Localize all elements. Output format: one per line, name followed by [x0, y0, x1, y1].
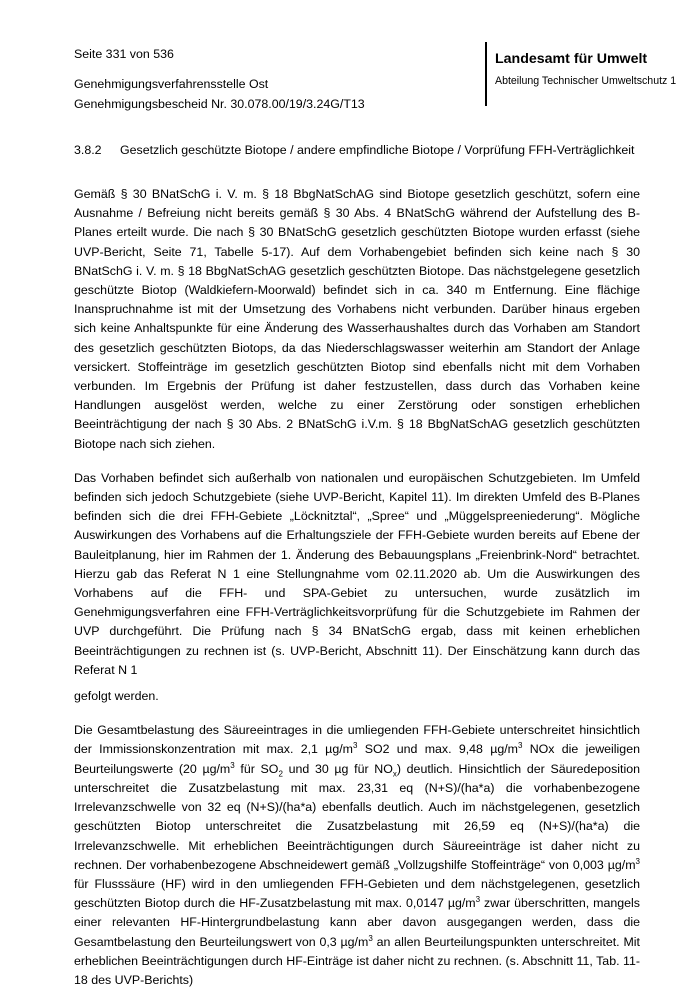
section-number: 3.8.2	[74, 143, 102, 157]
authority-office: Genehmigungsverfahrensstelle Ost	[74, 77, 269, 91]
section-heading	[74, 140, 634, 160]
section-title: Gesetzlich geschützte Biotope / andere empfindliche Biotope / Vorprüfung FFH-Verträglichkeit	[120, 143, 635, 157]
paragraph-acid-deposition: Die Gesamtbelastung des Säureeintrages in die umliegenden FFH-Gebiete unterschreitet hinsichtlich der Immissionskonzentration mit max. 2,1 $\mu g/m^3$ SO2 und max. 9,48 $\mu g/m^3$ NOx die jeweiligen Beurteilungswerte (20 $\mu g/m^3$ für $SO_2$ und 30 µg für $NO_x$) deutlich. Hinsichtlich der Säuredeposition unterschreitet die Zusatzbelastung mit max. 23,31 eq (N+S)/(ha*a) die vorhabenbezogene Irrelevanzschwelle von 32 eq (N+S)/(ha*a) ebenfalls deutlich. Auch im nächstgelegenen, gesetzlich geschützten Biotop unterschreitet die Zusatzbelastung mit 26,59 eq (N+S)/(ha*a) die Irrelevanzschwelle. Mit erheblichen Beeinträchtigungen durch Säureeinträge ist daher nicht zu rechnen. Der vorhabenbezogene Abschneidewert gemäß „Vollzugshilfe Stoffeinträge“ von 0,003 $\mu g/m^3$ für Flusssäure (HF) wird in den umliegenden FFH-Gebieten und dem nächstgelegenen, gesetzlich geschützten Biotop durch die HF-Zusatzbelastung mit max. 0,0147 $\mu g/m^3$ zwar überschritten, mangels einer relevanten HF-Hintergrundbelastung kann aber davon ausgegangen werden, dass die Gesamtbelastung den Beurteilungswert von 0,3 $\mu g/m^3$ an allen Beurteilungspunkten unterschreitet. Mit erheblichen Beeinträchtigungen durch HF-Einträge ist daher nicht zu rechnen. (s. Abschnitt 11, Tab. 11-18 des UVP-Berichts)	[74, 723, 640, 987]
organization-name: Landesamt für Umwelt	[495, 51, 648, 67]
paragraph-protected-areas-end: gefolgt werden.	[74, 689, 159, 704]
document-body	[74, 185, 640, 1005]
permit-reference: Genehmigungsbescheid Nr. 30.078.00/19/3.24G/T13	[74, 97, 365, 111]
department-name: Abteilung Technischer Umweltschutz 1	[495, 75, 677, 87]
organization-block	[495, 49, 676, 89]
paragraph-protected-areas: Das Vorhaben befindet sich außerhalb von nationalen und europäischen Schutzgebieten. Im Umfeld befinden sich jedoch Schutzgebiete (siehe UVP-Bericht, Kapitel 11). Im direkten Umfeld des B-Planes befinden sich die drei FFH-Gebiete „Löcknitztal“, „Spree“ und „Müggelspreeniederung“. Mögliche Auswirkungen des Vorhabens auf die Erhaltungsziele der FFH-Gebiete wurden bereits auf Ebene der Bauleitplanung, hier im Rahmen der 1. Änderung des Bebauungsplans „Freienbrink-Nord“ betrachtet. Hierzu gab das Referat N 1 eine Stellungnahme vom 02.11.2020 ab. Um die Auswirkungen des Vorhabens auf die FFH- und SPA-Gebiet zu untersuchen, wurde zusätzlich im Genehmigungsverfahren eine FFH-Verträglichkeitsvorprüfung für die Schutzgebiete im Rahmen der UVP durchgeführt. Die Prüfung nach § 34 BNatSchG ergab, dass mit keinen erheblichen Beeinträchtigungen zu rechnen ist (s. UVP-Bericht, Abschnitt 11). Der Einschätzung kann durch das Referat N 1	[74, 470, 640, 677]
page-number: Seite 331 von 536	[74, 47, 174, 61]
paragraph-biotopes: Gemäß § 30 BNatSchG i. V. m. § 18 BbgNatSchAG sind Biotope gesetzlich geschützt, sofern eine Ausnahme / Befreiung nicht bereits gemäß § 30 Abs. 4 BNatSchG während der Aufstellung des B-Planes erteilt wurde. Die nach § 30 BNatSchG gesetzlich geschützten Biotope wurden erfasst (siehe UVP-Bericht, Seite 71, Tabelle 5-17). Auf dem Vorhabengebiet befinden sich keine nach § 30 BNatSchG i. V. m. § 18 BbgNatSchAG gesetzlich geschützten Biotope. Das nächstgelegene gesetzlich geschützte Biotop (Waldkiefern-Moorwald) befindet sich in ca. 340 m Entfernung. Eine flächige Inanspruchnahme ist mit der Umsetzung des Vorhabens nicht verbunden. Darüber hinaus ergeben sich keine Anhaltspunkte für eine Änderung des Wasserhaushaltes durch das Vorhaben am Standort des gesetzlich geschützten Biotops, da das Niederschlagswasser weiterhin am Standort der Anlage versickert. Stoffeinträge im gesetzlich geschützten Biotop sind ebenfalls nicht mit dem Vorhaben verbunden. Im Ergebnis der Prüfung ist daher festzustellen, dass durch das Vorhaben keine Handlungen ausgelöst werden, welche zu einer Zerstörung oder sonstigen erheblichen Beeinträchtigung der nach § 30 Abs. 2 BNatSchG i.V.m. § 18 BbgNatSchAG gesetzlich geschützten Biotope nach sich ziehen.	[74, 187, 640, 451]
document-header	[74, 44, 365, 114]
header-divider	[485, 42, 487, 106]
